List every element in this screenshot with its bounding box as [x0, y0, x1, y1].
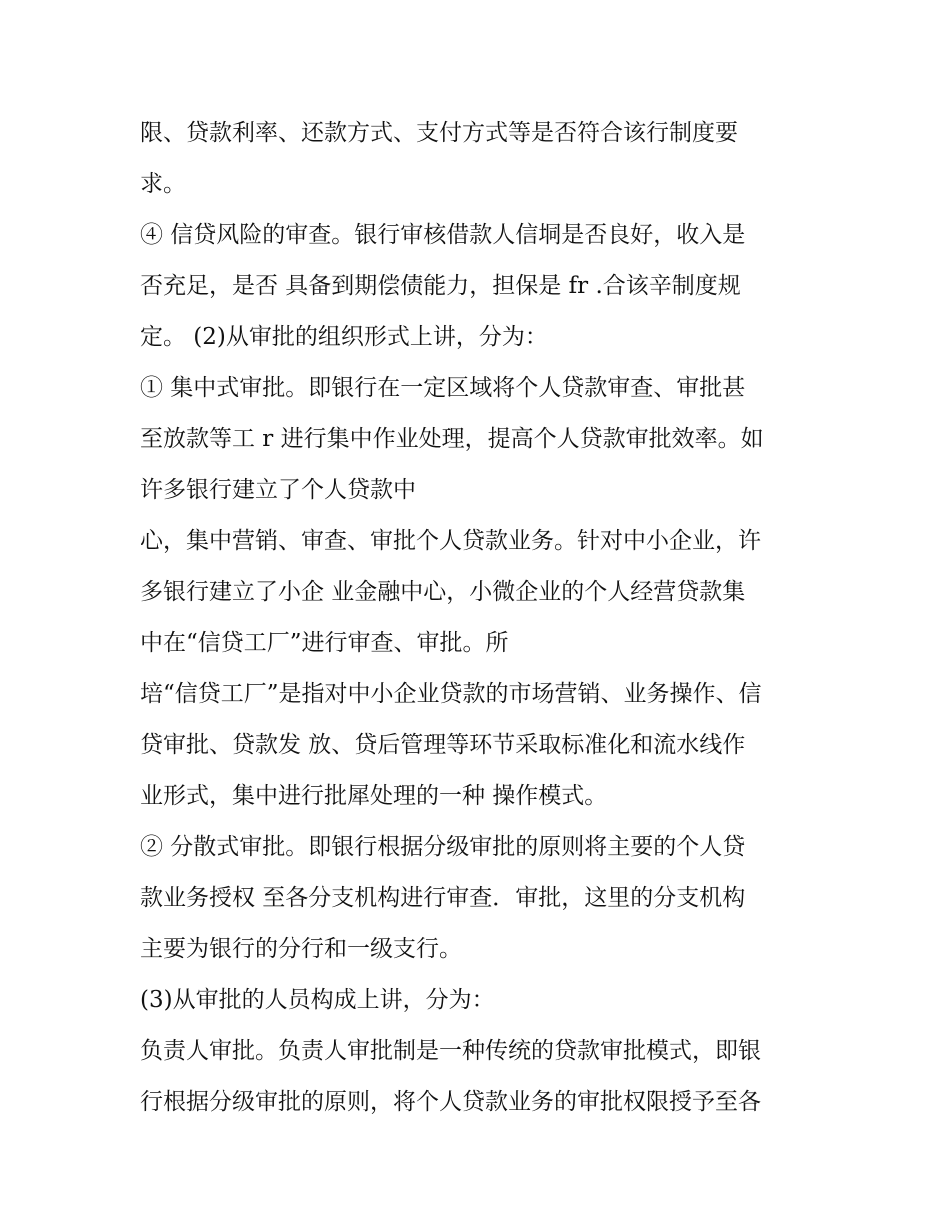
text-line: 负责人审批。负责人审批制是一种传统的贷款审批模式，即银: [140, 1038, 761, 1064]
text-line: ① 集中式审批。即银行在一定区域将个人贷款审查、审批甚: [140, 375, 746, 401]
text-line: 款业务授权 至各分支机构进行审查．审批，这里的分支机构: [140, 885, 746, 911]
text-line: 贷审批、贷款发 放、贷后管理等环节采取标准化和流水线作: [140, 732, 746, 758]
text-line: 业形式，集中进行批犀处理的一种 操作模式。: [140, 783, 608, 809]
text-line: ② 分散式审批。即银行根据分级审批的原则将主要的个人贷: [140, 834, 746, 860]
text-line: ④ 信贷风险的审查。银行审核借款人信垌是否良好，收入是: [140, 222, 746, 248]
document-body: [140, 108, 820, 1128]
text-line: 至放款等工 r 进行集中作业处理，提高个人贷款审批效率。如: [140, 426, 764, 452]
text-line: 限、贷款利率、还款方式、支付方式等是否符合该行制度要: [140, 120, 738, 146]
text-line: 求。: [140, 171, 186, 197]
text-line: 中在“信贷工厂”进行审查、审批。所: [140, 630, 509, 656]
text-line: (3)从审批的人员构成上讲，分为：: [140, 987, 495, 1013]
text-line: 心，集中营销、审查、审批个人贷款业务。针对中小企业，许: [140, 528, 761, 554]
text-line: 行根据分级审批的原则，将个人贷款业务的审批权限授予至各: [140, 1089, 761, 1115]
text-line: 培“信贷工厂”是指对中小企业贷款的市场营销、业务操作、信: [140, 681, 762, 707]
text-line: 多银行建立了小企 业金融中心，小微企业的个人经营贷款集: [140, 579, 746, 605]
text-line: 主要为银行的分行和一级支行。: [140, 936, 462, 962]
text-line: 定。 (2)从审批的组织形式上讲，分为：: [140, 324, 548, 350]
text-line: 否充足，是否 具备到期偿债能力，担保是 fr .合该辛制度规: [140, 273, 741, 299]
text-line: 许多银行建立了个人贷款中: [140, 477, 416, 503]
